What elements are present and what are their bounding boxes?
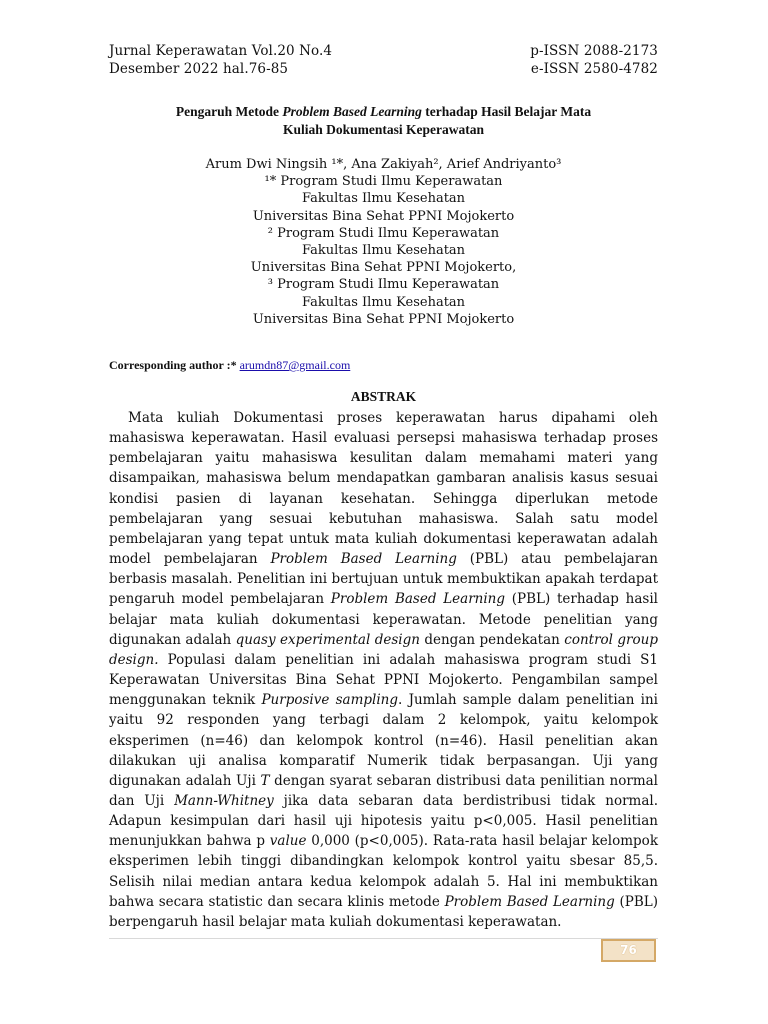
title-part-2-italic: Problem Based Learning	[282, 104, 422, 119]
abstract-heading: ABSTRAK	[350, 389, 417, 404]
title-part-3: terhadap Hasil Belajar Mata	[421, 104, 592, 119]
abstract-italic-term: Problem Based Learning	[270, 551, 457, 568]
abstract-text-run: 0,000 (p<0,005). Rata-rata hasil belajar kelompok eksperimen lebih tinggi dibandingkan kelompok kontrol yaitu sbesar 85,5. Selisih nilai median antara kedua kelompok adalah 5. Hal ini membuktikan bahwa secara statistic dan secara klinis metode	[109, 833, 658, 910]
abstract-italic-term: Purposive sampling	[261, 692, 398, 709]
journal-volume: Jurnal Keperawatan Vol.20 No.4	[109, 43, 333, 59]
footer-divider	[109, 938, 658, 939]
page-number: 76	[601, 939, 656, 962]
affiliation-line: ² Program Studi Ilmu Keperawatan	[267, 225, 500, 241]
print-issn: p-ISSN 2088-2173	[530, 43, 658, 59]
abstract-italic-term: T	[260, 772, 270, 789]
journal-header	[109, 42, 658, 78]
author-names: Arum Dwi Ningsih ¹*, Ana Zakiyah², Arief Andriyanto³	[205, 157, 562, 172]
abstract-italic-term: Problem Based Learning	[330, 591, 506, 608]
journal-date-pages: Desember 2022 hal.76-85	[109, 61, 289, 77]
paper-title-line-2: Kuliah Dokumentasi Keperawatan	[282, 122, 485, 137]
abstract-text-run: . Jumlah sample dalam penelitian ini yaitu 92 responden yang terbagi dalam 2 kelompok, yaitu kelompok eksperimen (n=46) dan kelompok kontrol (n=46). Hasil penelitian akan dilakukan uji analisa komparatif Numerik tidak berpasangan. Uji yang digunakan adalah Uji	[109, 692, 658, 789]
abstract-italic-term: Mann-Whitney	[174, 792, 274, 809]
header-row-2	[109, 60, 658, 78]
affiliation-line: Fakultas Ilmu Kesehatan	[301, 243, 466, 259]
affiliation-line: Fakultas Ilmu Kesehatan	[301, 191, 466, 207]
header-row-1	[109, 42, 658, 60]
abstract-text-run: dengan syarat sebaran distribusi data penilitian normal dan Uji	[109, 772, 658, 809]
abstract-text-run: Mata kuliah Dokumentasi proses keperawatan harus dipahami oleh mahasiswa keperawatan. Hasil evaluasi persepsi mahasiswa terhadap proses pembelajaran yaitu mahasiswa kesulitan dalam memahami materi yang disampaikan, mahasiswa belum mendapatkan gambaran analisis kasus sesuai kondisi pasien di layanan kesehatan. Sehingga diperlukan metode pembelajaran yang sesuai kebutuhan mahasiswa. Salah satu model pembelajaran yang tepat untuk mata kuliah dokumentasi keperawatan adalah model pembelajaran	[109, 410, 658, 568]
corresponding-author-label: Corresponding author :*	[109, 358, 240, 372]
affiliation-line: Universitas Bina Sehat PPNI Mojokerto	[252, 208, 515, 224]
abstract-text-run: (PBL) atau pembelajaran berbasis masalah. Penelitian ini bertujuan untuk membuktikan apakah terdapat pengaruh model pembelajaran	[109, 551, 658, 608]
affiliation-line: Universitas Bina Sehat PPNI Mojokerto	[252, 311, 515, 327]
abstract-italic-term: value	[269, 833, 307, 850]
paper-title-line-1	[109, 103, 658, 121]
abstract-text-run: dengan pendekatan	[419, 631, 565, 648]
abstract-italic-term: control group design.	[109, 631, 658, 668]
abstract-text-run: (PBL) berpengaruh hasil belajar mata kuliah dokumentasi keperawatan.	[109, 893, 658, 930]
abstract-text-run: jika data sebaran data berdistribusi tidak normal. Adapun kesimpulan dari hasil uji hipotesis yaitu p<0,005. Hasil penelitian menunjukkan bahwa p	[109, 792, 658, 850]
title-part-1: Pengaruh Metode	[175, 104, 283, 119]
paper-title	[109, 103, 658, 139]
affiliation-line: ¹* Program Studi Ilmu Keperawatan	[264, 174, 503, 190]
author-email-link[interactable]: arumdn87@gmail.com	[239, 358, 351, 372]
author-block	[109, 156, 658, 328]
abstract-italic-term: quasy experimental design	[235, 631, 420, 648]
corresponding-author	[109, 358, 350, 373]
affiliation-line: ³ Program Studi Ilmu Keperawatan	[267, 277, 500, 293]
abstract-text-run: Populasi dalam penelitian ini adalah mahasiswa program studi S1 Keperawatan Universitas Bina Sehat PPNI Mojokerto. Pengambilan sampel menggunakan teknik	[109, 651, 658, 709]
affiliation-line: Universitas Bina Sehat PPNI Mojokerto,	[250, 260, 517, 276]
electronic-issn: e-ISSN 2580-4782	[530, 61, 658, 77]
abstract-italic-term: Problem Based Learning	[444, 893, 615, 910]
abstract-body	[109, 408, 658, 932]
affiliation-line: Fakultas Ilmu Kesehatan	[301, 294, 466, 310]
abstract-text-run: (PBL) terhadap hasil belajar mata kuliah dokumentasi keperawatan. Metode penelitian yang digunakan adalah	[109, 591, 658, 648]
